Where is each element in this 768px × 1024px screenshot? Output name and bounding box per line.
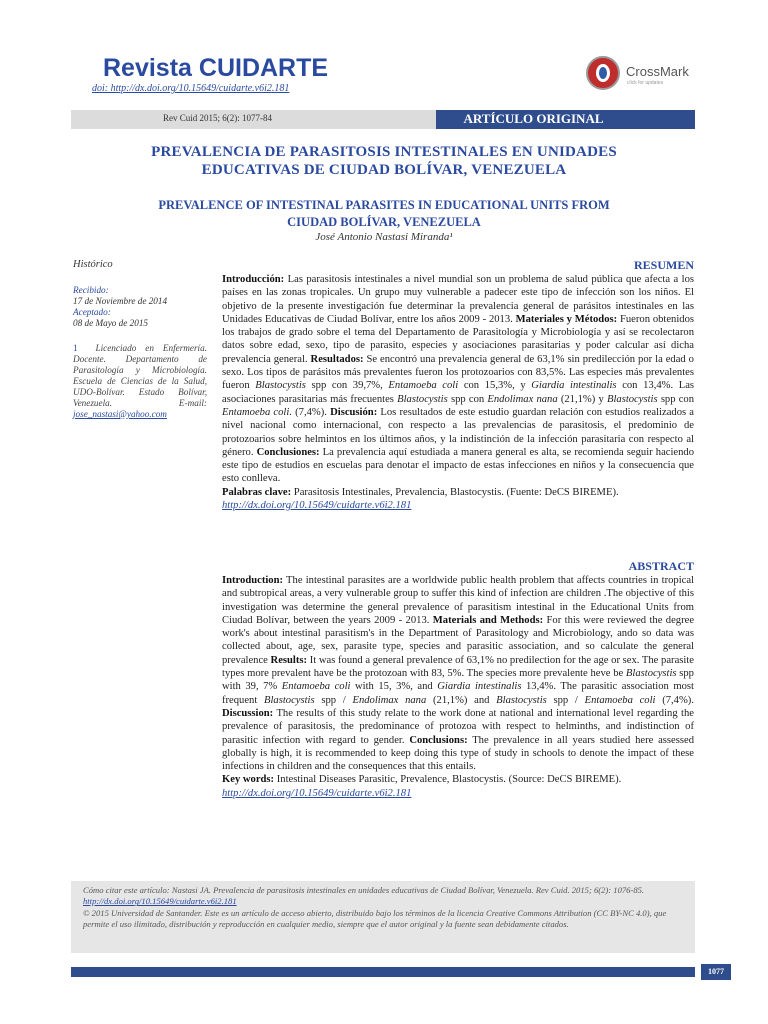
author-affiliation: [73, 343, 207, 420]
affiliation-number: 1: [73, 343, 78, 353]
license-text: © 2015 Universidad de Santander. Este es un artículo de acceso abierto, distribuido bajo los términos de la licencia Creative Commons Attribution (CC BY-NC 4.0), que permite el uso ilimitado, distribución y reproducción en cualquier medio, siempre que el autor original y la fuente sean debidamente citados.: [83, 907, 667, 929]
journal-reference: Rev Cuid 2015; 6(2): 1077-84: [163, 113, 272, 123]
resumen-heading: RESUMEN: [633, 258, 694, 272]
abstract-keywords: Intestinal Diseases Parasitic, Prevalence, Blastocystis. (Source: DeCS BIREME).: [276, 774, 622, 786]
abstract-doi-link[interactable]: http://dx.doi.org/10.15649/cuidarte.v6i2.181: [222, 787, 412, 799]
title-spanish: PREVALENCIA DE PARASITOSIS INTESTINALES EN UNIDADES EDUCATIVAS DE CIUDAD BOLÍVAR, VENEZUELA: [151, 144, 617, 178]
cite-body: Nastasi JA. Prevalencia de parasitosis intestinales en unidades educativas de Ciudad Bolívar, Venezuela. Rev Cuid. 2015; 6(2): 1076-85.: [171, 885, 645, 895]
received-date: 17 de Noviembre de 2014: [73, 296, 168, 306]
crossmark-sub: click for updates: [627, 80, 664, 86]
crossmark-icon: [586, 56, 620, 90]
abstract-heading: ABSTRACT: [628, 559, 694, 573]
author-email[interactable]: jose_nastasi@yahoo.com: [73, 409, 167, 419]
resumen-body: Introducción: Las parasitosis intestinales a nivel mundial son un problema de salud pública que afecta a los países en las zonas tropicales. Un grupo muy vulnerable a padecer este tipo de infección son los niños. El objetivo de la presente investigación fue determinar la prevalencia general de parásitos intestinales en las Unidades Educativas de Ciudad Bolívar, entre los años 2009 - 2013. Materiales y Métodos: Fueron obtenidos los trabajos de grado sobre el tema del Departamento de Parasitología y Microbiología y así se recolectaron datos sobre edad, sexo, tipo de parasito, especies y asociaciones parasitarias y poder calcular así dicha prevalencia general. Resultados: Se encontró una prevalencia general de 63,1% sin predilección por la edad o sexo. Los tipos de parásitos más prevalentes fueron los protozoarios con 83,5%. Las especies más prevalentes fueron Blastocystis spp con 39,7%, Entamoeba coli con 15,3%, y Giardia intestinalis con 13,4%. Las asociaciones parasitarias más frecuentes Blastocystis spp con Endolimax nana (21,1%) y Blastocystis spp con Entamoeba coli. (7,4%). Discusión: Los resultados de este estudio guardan relación con estudios realizados a nivel nacional como internacional, con respecto a las prevalencias de parasitosis, el predominio de protozoarios sobre helmintos en los últimos años, y la indistinción de la infección parasitaria con respecto al género. Conclusiones: La prevalencia aquí estudiada a manera general es alta, se recomienda seguir haciendo este tipo de estudios en escuelas para denotar el impacto de estas infecciones en niños y la consecuencia que esto conlleva. Palabras clave: Parasitosis Intestinales, Prevalencia, Blastocystis. (Fuente: DeCS BIREME). http://dx.doi.org/10.15649/cuidarte.v6i2.181: [222, 274, 695, 512]
resumen-keywords-label: Palabras clave:: [222, 486, 292, 498]
accepted-date: 08 de Mayo de 2015: [73, 318, 149, 328]
received-label: Recibido:: [73, 285, 109, 295]
sidebar-history: [73, 259, 207, 329]
journal-title: Revista CUIDARTE: [103, 54, 329, 82]
author: José Antonio Nastasi Miranda¹: [315, 231, 453, 243]
cite-link[interactable]: http://dx.doi.org/10.15649/cuidarte.v6i2.181: [83, 896, 237, 907]
abstract-keywords-label: Key words:: [222, 774, 275, 786]
section-label: ARTÍCULO ORIGINAL: [463, 111, 604, 126]
resumen-keywords: Parasitosis Intestinales, Prevalencia, Blastocystis. (Fuente: DeCS BIREME).: [293, 486, 619, 498]
crossmark-badge[interactable]: [586, 56, 696, 92]
bottom-rule: [71, 967, 695, 977]
cite-label: Cómo citar este artículo:: [83, 885, 170, 895]
abstract-body: Introduction: The intestinal parasites are a worldwide public health problem that affects countries in tropical and subtropical areas, a very vulnerable group to suffer this kind of infection are children .The objective of this investigation was determine the general prevalence of parasitism intestinal in the Educational Units from Ciudad Bolívar, between the years 2009 - 2013. Materials and Methods: For this were reviewed the degree work's about intestinal parasitism's in the Department of Parasitology and Microbiology, ando so data was collected about, age, sex, parasite type, species and parasitic association, and so calculate the general prevalence Results: It was found a general prevalence of 63,1% no predilection for the age or sex. The parasite types more prevalent have be the protozoan with 83, 5%. The species more prevalente heve be Blastocystis spp with 39, 7% Entamoeba coli with 15, 3%, and Giardia intestinalis 13,4%. The parasitic association most frequent Blastocystis spp / Endolimax nana (21,1%) and Blastocystis spp / Entamoeba coli (7,4%). Discussion: The results of this study relate to the work done at national and international level regarding the prevalence of parasitosis, the predominance of protozoa with respect to helminths, and indistinction of parasitic infection with regard to gender. Conclusions: The prevalence in all years studied here assessed globally is high, it is recommended to keep doing this type of study in schools to denote the impact of these infections in children and the consequences that this entails. Key words: Intestinal Diseases Parasitic, Prevalence, Blastocystis. (Source: DeCS BIREME). http://dx.doi.org/10.15649/cuidarte.v6i2.181: [222, 575, 695, 799]
accepted-label: Aceptado:: [73, 307, 111, 317]
title-english: PREVALENCE OF INTESTINAL PARASITES IN EDUCATIONAL UNITS FROM CIUDAD BOLÍVAR, VENEZUELA: [158, 198, 610, 229]
resumen-doi-link[interactable]: http://dx.doi.org/10.15649/cuidarte.v6i2.181: [222, 500, 412, 512]
affiliation-text: Licenciado en Enfermería. Docente. Departamento de Parasitología y Microbiología. Escuela de Ciencias de la Salud, UDO-Bolívar. Estado Bolívar, Venezuela. E-mail:: [73, 343, 208, 408]
citation-text: [83, 885, 683, 930]
page-number: 1077: [708, 967, 724, 976]
doi-link[interactable]: doi: http://dx.doi.org/10.15649/cuidarte.v6i2.181: [92, 83, 290, 94]
crossmark-label: CrossMark: [626, 64, 689, 79]
historico-label: Histórico: [73, 259, 113, 270]
